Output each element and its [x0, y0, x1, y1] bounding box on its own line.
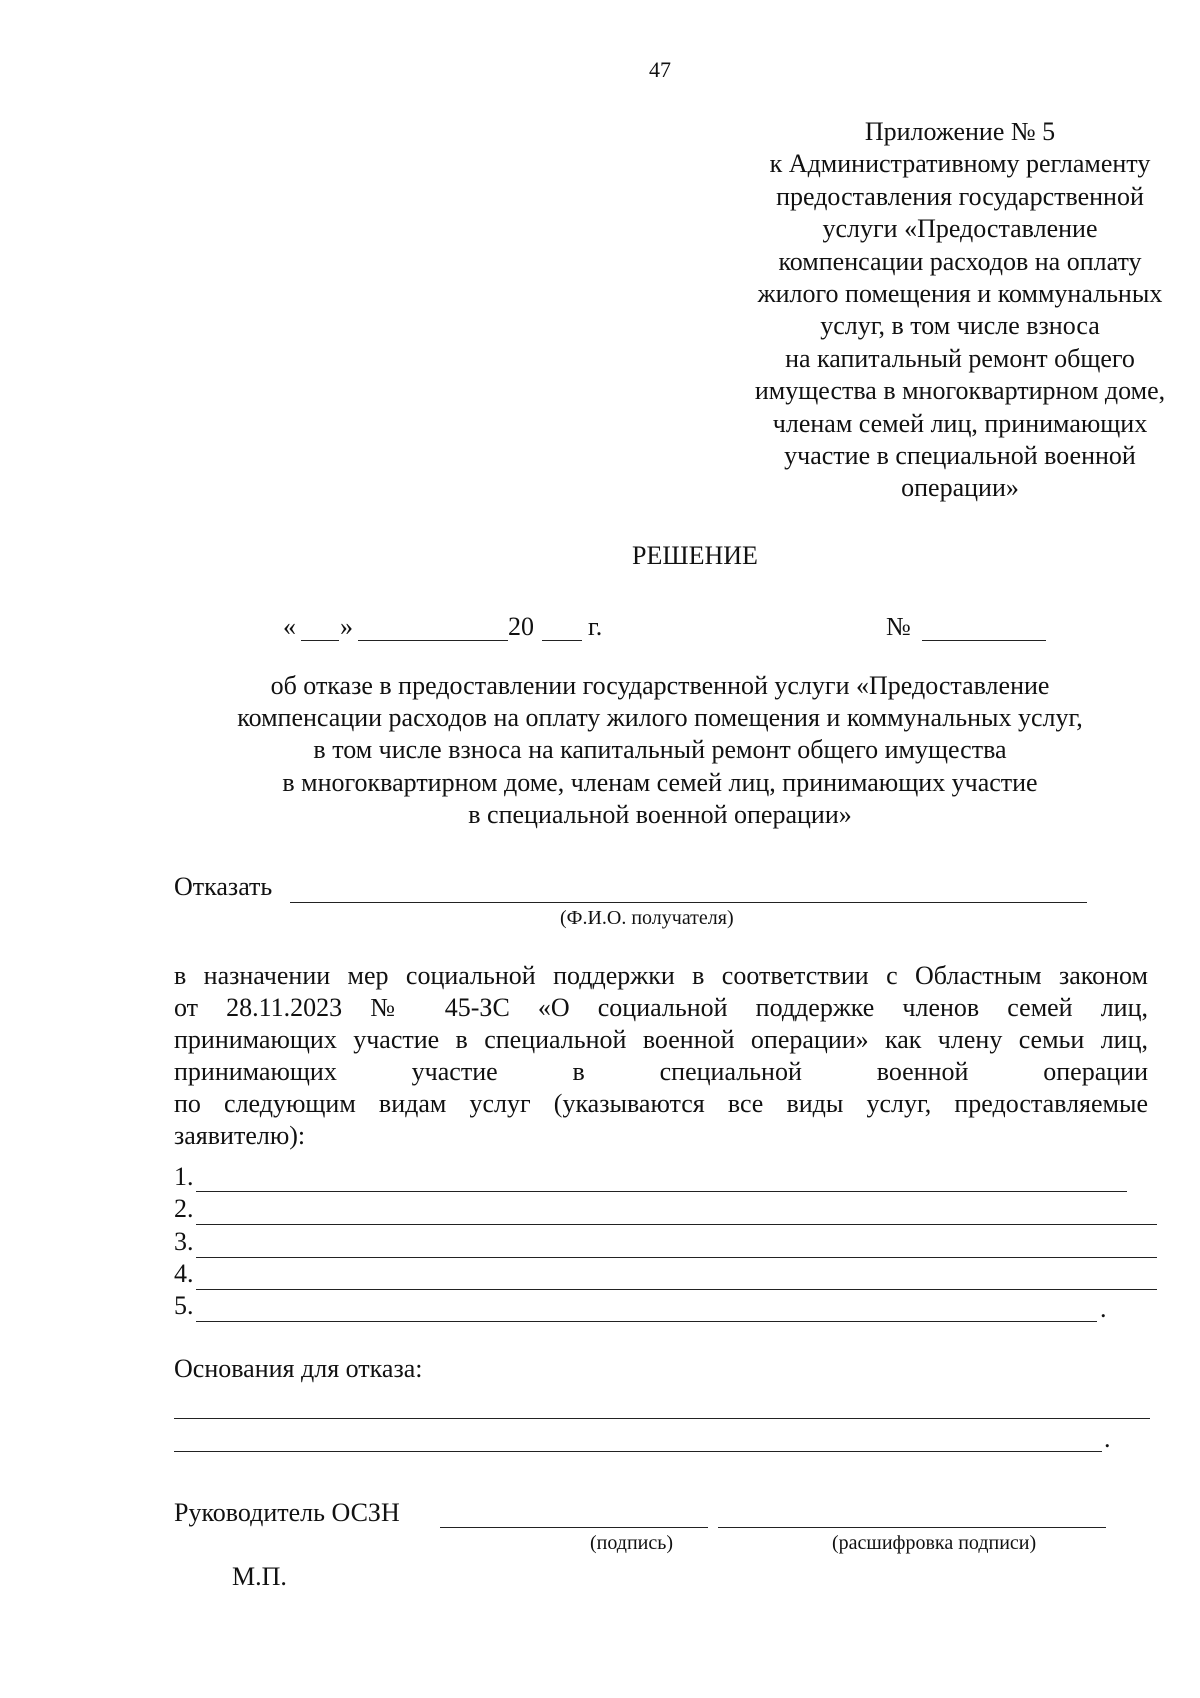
- appendix-line: на капитальный ремонт общего: [785, 343, 1135, 373]
- recipient-name-field[interactable]: [290, 902, 1087, 903]
- service-field-4[interactable]: [196, 1289, 1157, 1290]
- appendix-line: жилого помещения и коммунальных: [757, 279, 1163, 309]
- number-sign: №: [886, 612, 911, 641]
- appendix-line: услуги «Предоставление: [822, 214, 1098, 244]
- appendix-line: членам семей лиц, принимающих: [772, 408, 1148, 438]
- service-field-2[interactable]: [196, 1224, 1157, 1225]
- service-item-number: 4.: [174, 1259, 194, 1288]
- body-line: принимающих участие в специальной военной операции: [174, 1057, 1148, 1086]
- body-line: от 28.11.2023 № 45-ЗС «О социальной поддержке членов семей лиц,: [174, 993, 1148, 1022]
- grounds-end-mark: .: [1104, 1424, 1111, 1453]
- refuse-label: Отказать: [174, 872, 273, 901]
- services-end-mark: .: [1100, 1294, 1107, 1323]
- service-item-number: 5.: [174, 1291, 194, 1320]
- decision-body: [174, 960, 1148, 1152]
- subject-line: в многоквартирном доме, членам семей лиц, принимающих участие: [282, 767, 1038, 797]
- head-role-label: Руководитель ОСЗН: [174, 1498, 400, 1527]
- date-year-prefix: 20: [508, 612, 534, 641]
- date-open-quote: «: [283, 612, 296, 641]
- date-year-suffix: г.: [588, 612, 603, 641]
- appendix-line: услуг, в том числе взноса: [820, 311, 1100, 341]
- grounds-field-1[interactable]: [174, 1418, 1150, 1419]
- service-field-1[interactable]: [196, 1191, 1127, 1192]
- seal-placeholder: М.П.: [232, 1562, 287, 1591]
- signature-decode-caption: (расшифровка подписи): [832, 1532, 1037, 1554]
- grounds-field-2[interactable]: [174, 1451, 1102, 1452]
- page-number: 47: [649, 57, 671, 82]
- grounds-label: Основания для отказа:: [174, 1354, 423, 1383]
- body-line: в назначении мер социальной поддержки в соответствии с Областным законом: [174, 961, 1148, 990]
- appendix-header: [690, 116, 1200, 505]
- subject-line: об отказе в предоставлении государственной услуги «Предоставление: [270, 671, 1050, 700]
- subject-line: в том числе взноса на капитальный ремонт общего имущества: [313, 735, 1007, 765]
- appendix-line: участие в специальной военной: [784, 441, 1136, 471]
- service-field-5[interactable]: [196, 1321, 1097, 1322]
- body-line: принимающих участие в специальной военной операции» как члену семьи лиц,: [174, 1025, 1148, 1054]
- signature-decode-field[interactable]: [718, 1527, 1106, 1528]
- date-day-field[interactable]: [301, 640, 339, 641]
- recipient-caption: (Ф.И.О. получателя): [560, 907, 734, 929]
- subject-line: компенсации расходов на оплату жилого помещения и коммунальных услуг,: [237, 703, 1083, 733]
- date-close-quote: »: [340, 612, 353, 641]
- appendix-line: операции»: [901, 473, 1019, 503]
- appendix-line: предоставления государственной: [776, 181, 1144, 211]
- decision-subject: [160, 670, 1160, 831]
- service-item-number: 2.: [174, 1194, 194, 1223]
- appendix-line: компенсации расходов на оплату: [778, 246, 1142, 276]
- service-item-number: 3.: [174, 1227, 194, 1256]
- signature-field[interactable]: [440, 1527, 708, 1528]
- appendix-line: Приложение № 5: [864, 117, 1056, 146]
- body-line: по следующим видам услуг (указываются все виды услуг, предоставляемые: [174, 1089, 1148, 1118]
- appendix-line: имущества в многоквартирном доме,: [754, 376, 1166, 406]
- body-line: заявителю):: [174, 1121, 306, 1150]
- appendix-line: к Административному регламенту: [769, 149, 1151, 179]
- date-month-field[interactable]: [358, 640, 508, 641]
- date-year-field[interactable]: [542, 640, 582, 641]
- document-title: РЕШЕНИЕ: [632, 541, 758, 570]
- decision-number-field[interactable]: [922, 640, 1046, 641]
- service-field-3[interactable]: [196, 1257, 1157, 1258]
- service-item-number: 1.: [174, 1162, 194, 1191]
- signature-caption: (подпись): [590, 1532, 674, 1554]
- subject-line: в специальной военной операции»: [468, 799, 852, 829]
